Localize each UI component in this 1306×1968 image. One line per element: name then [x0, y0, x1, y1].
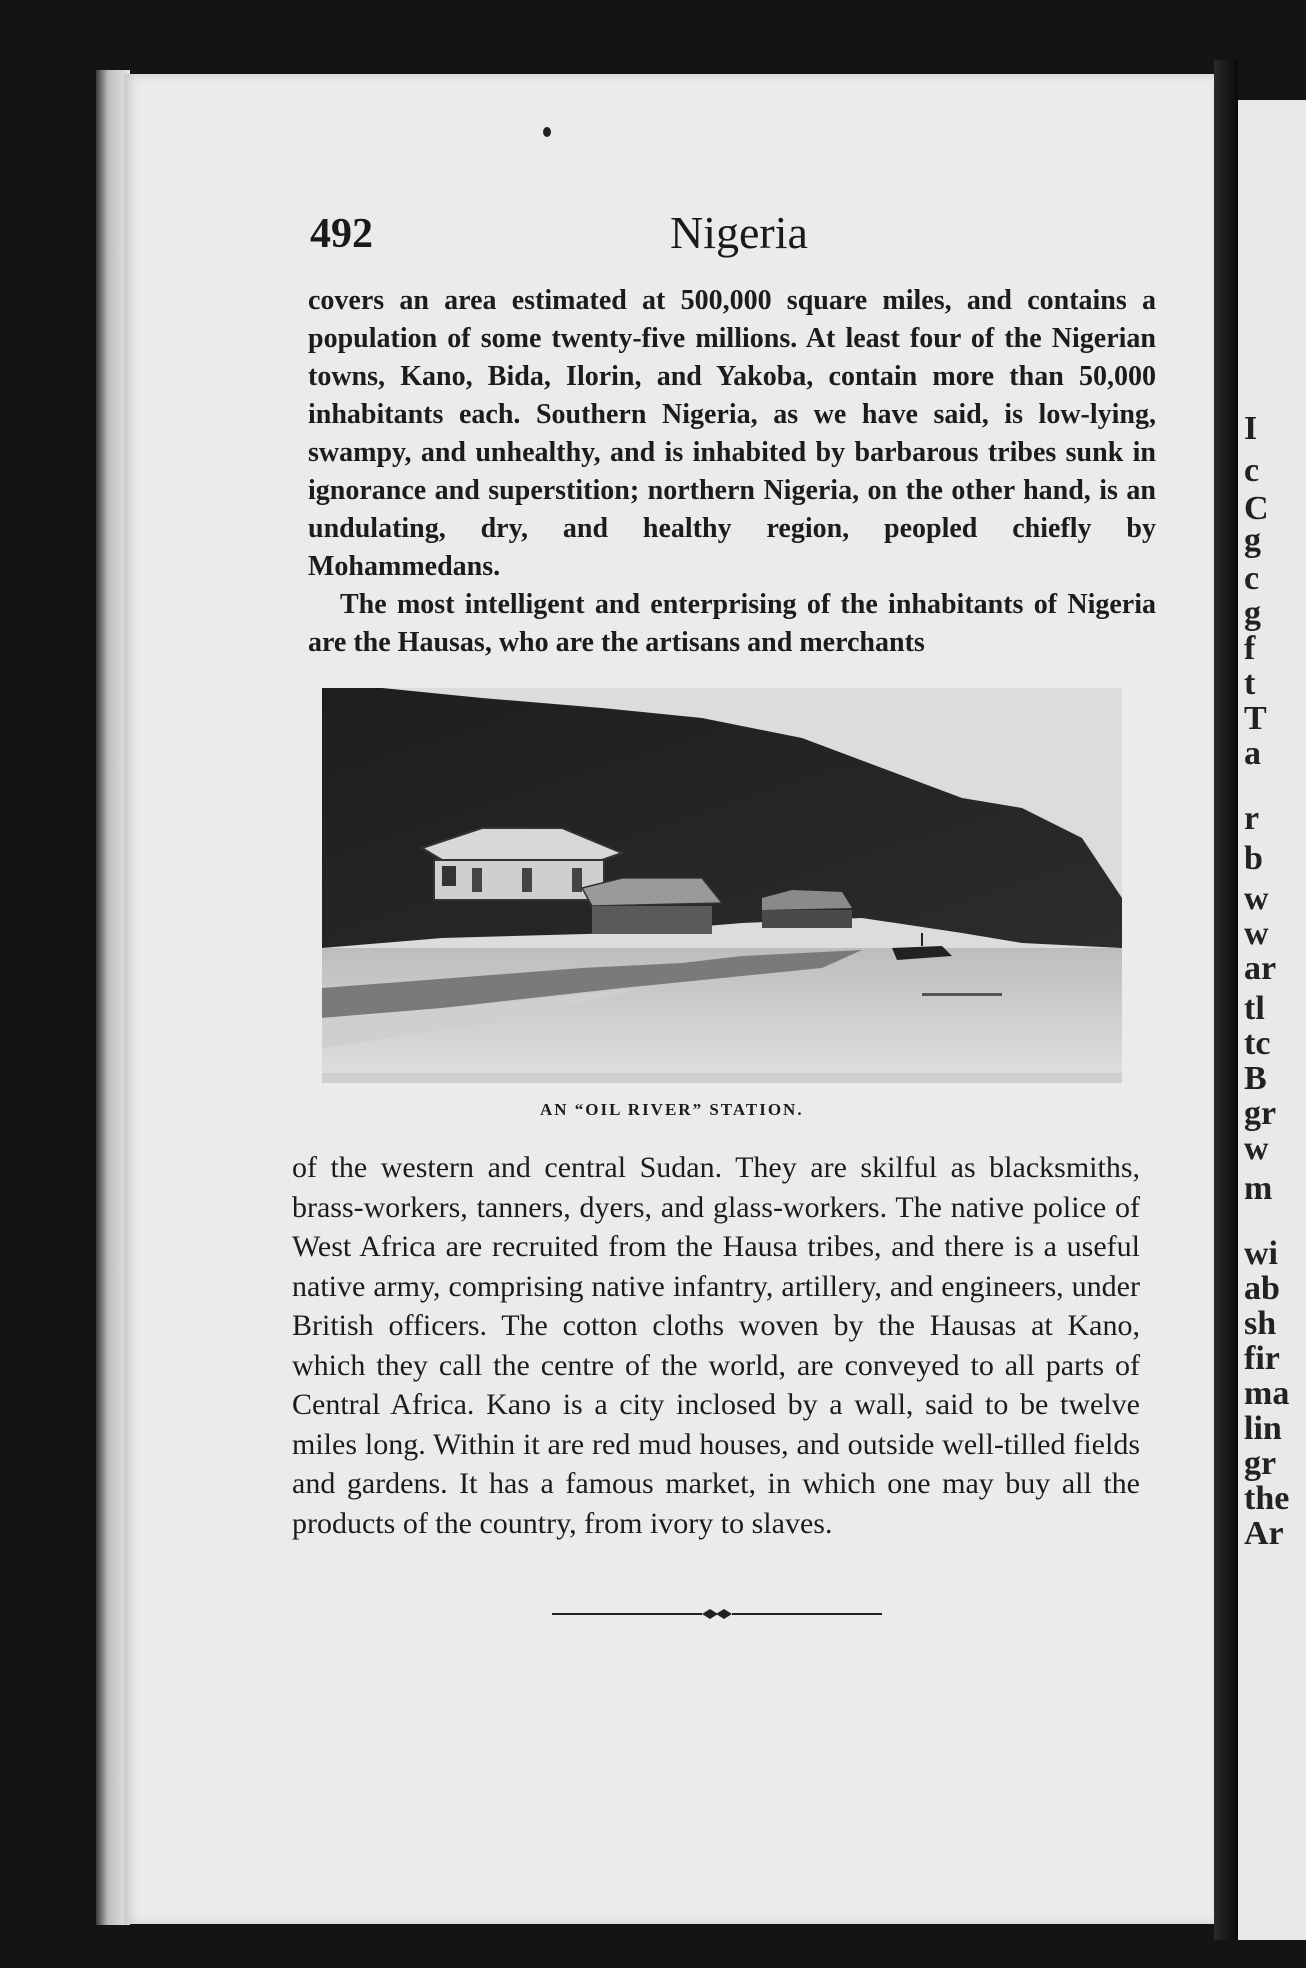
paragraph-2: The most intelligent and enterprising of the inhabitants of Nigeria are the Hausas, who are the artisans and merchants	[308, 589, 1156, 658]
next-page-fragment: b	[1244, 840, 1263, 877]
next-page-fragment: gr	[1244, 1445, 1277, 1482]
next-page-fragment: lin	[1244, 1410, 1282, 1447]
oil-river-station-photo	[322, 688, 1122, 1083]
printer-mark	[543, 127, 551, 137]
paragraph-hausas: of the western and central Sudan. They are skilful as blacksmiths, brass-workers, tanners, dyers, and glass-workers. The native police of West Africa are recruited from the Hausa tribes, and there is a useful native army, comprising native infantry, artillery, and engineers, under British officers. The cotton cloths woven by the Hausas at Kano, which they call the centre of the world, are conveyed to all parts of Central Africa. Kano is a city inclosed by a wall, said to be twelve miles long. Within it are red mud houses, and outside well-tilled fields and gardens. It has a famous market, in which one may buy all the products of the country, from ivory to slaves.	[292, 1151, 1140, 1540]
end-ornament-rule	[552, 1604, 882, 1624]
next-page-fragment: g	[1244, 595, 1261, 632]
next-page-fragment: a	[1244, 735, 1261, 772]
next-page-fragment: tl	[1244, 990, 1265, 1027]
next-page-fragment: f	[1244, 630, 1256, 667]
next-page-fragment: I	[1244, 410, 1258, 447]
next-page-fragment: ab	[1244, 1270, 1280, 1307]
next-page-fragment: c	[1244, 560, 1260, 597]
running-title: Nigeria	[670, 207, 808, 258]
next-page-fragment: gr	[1244, 1095, 1277, 1132]
book-gutter	[1214, 60, 1238, 1940]
next-page-fragment: wi	[1244, 1235, 1278, 1272]
paragraph-area-population	[308, 282, 1156, 662]
next-page-fragment: C	[1244, 490, 1269, 527]
next-page-fragment: ma	[1244, 1375, 1290, 1412]
next-page-fragment: m	[1244, 1170, 1273, 1207]
next-page-fragment: w	[1244, 915, 1269, 952]
next-page-fragment: g	[1244, 522, 1261, 559]
photo-illustration	[322, 688, 1122, 1083]
next-page-fragment: c	[1244, 452, 1260, 489]
next-page-fragment: T	[1244, 700, 1267, 737]
next-page-fragment: ar	[1244, 950, 1277, 987]
next-page-fragment: fir	[1244, 1340, 1280, 1377]
next-page-fragment: the	[1244, 1480, 1290, 1517]
next-page-partial	[1238, 100, 1306, 1940]
next-page-fragment: r	[1244, 800, 1260, 837]
next-page-fragment: B	[1244, 1060, 1267, 1097]
next-page-fragment: w	[1244, 1130, 1269, 1167]
figure-caption: AN “OIL RIVER” STATION.	[540, 1100, 804, 1119]
next-page-fragment: sh	[1244, 1305, 1277, 1342]
page-number: 492	[310, 211, 373, 257]
next-page-fragment: Ar	[1244, 1515, 1284, 1552]
next-page-fragment: w	[1244, 880, 1269, 917]
paragraph-1: covers an area estimated at 500,000 square miles, and contains a population of some twenty-five millions. At least four of the Nigerian towns, Kano, Bida, Ilorin, and Yakoba, contain more than 50,000 inhabitants each. Southern Nigeria, as we have said, is low-lying, swampy, and unhealthy, and is inhabited by barbarous tribes sunk in ignorance and superstition; northern Nigeria, on the other hand, is an undulating, dry, and healthy region, peopled chiefly by Mohammedans.	[308, 285, 1156, 582]
next-page-fragment: tc	[1244, 1025, 1271, 1062]
next-page-fragment: t	[1244, 665, 1256, 702]
page-header	[310, 207, 1160, 270]
